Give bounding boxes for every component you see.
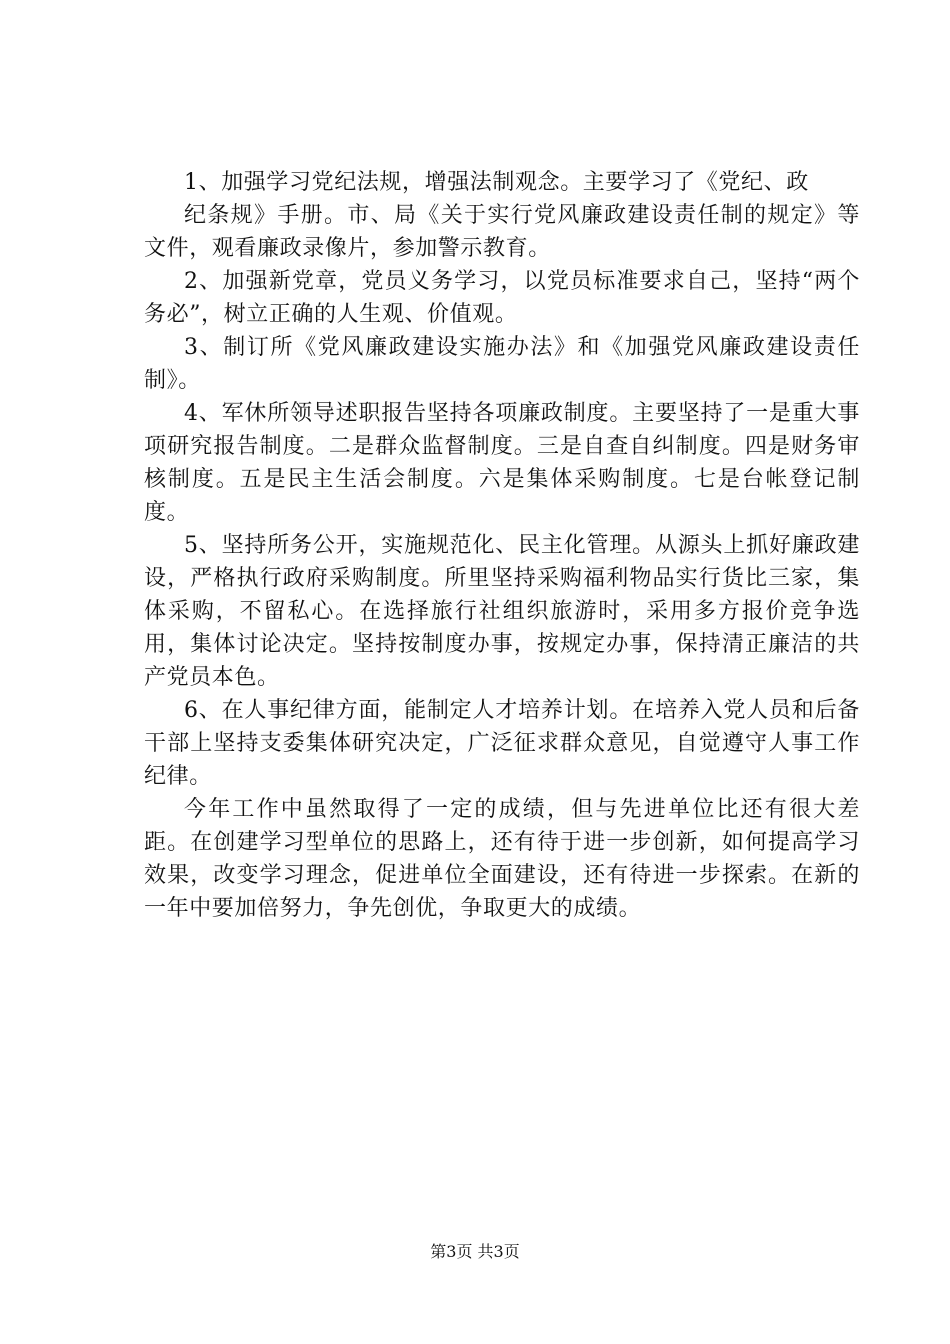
- paragraph-5: 5、坚持所务公开，实施规范化、民主化管理。从源头上抓好廉政建设，严格执行政府采购制度。所里坚持采购福利物品实行货比三家，集体采购，不留私心。在选择旅行社组织旅游时，采用多方报价竞争选用，集体讨论决定。坚持按制度办事，按规定办事，保持清正廉洁的共产党员本色。: [144, 533, 860, 690]
- page-number: 第3页 共3页: [430, 1242, 520, 1261]
- paragraph-6: 6、在人事纪律方面，能制定人才培养计划。在培养入党人员和后备干部上坚持支委集体研究决定，广泛征求群众意见，自觉遵守人事工作纪律。: [144, 698, 860, 789]
- paragraph-4: 4、军休所领导述职报告坚持各项廉政制度。主要坚持了一是重大事项研究报告制度。二是群众监督制度。三是自查自纠制度。四是财务审核制度。五是民主生活会制度。六是集体采购制度。七是台帐登记制度。: [144, 401, 860, 525]
- paragraph-1: [144, 166, 860, 199]
- paragraph-1-second-line: 纪条规》手册。市、局《关于实行党风廉政建设责任制的规定》等文件，观看廉政录像片，参加警示教育。: [144, 203, 860, 261]
- paragraph-2: 2、加强新党章，党员义务学习，以党员标准要求自己，坚持“两个务必”，树立正确的人生观、价值观。: [144, 269, 860, 327]
- paragraph-7: 今年工作中虽然取得了一定的成绩，但与先进单位比还有很大差距。在创建学习型单位的思路上，还有待于进一步创新，如何提高学习效果，改变学习理念，促进单位全面建设，还有待进一步探索。在新的一年中要加倍努力，争先创优，争取更大的成绩。: [144, 797, 860, 921]
- document-body: [144, 166, 860, 925]
- paragraph-3: 3、制订所《党风廉政建设实施办法》和《加强党风廉政建设责任制》。: [144, 335, 860, 393]
- page-footer: [0, 1242, 950, 1262]
- paragraph-1-continued: [144, 199, 860, 265]
- paragraph-1-first-line: 1、加强学习党纪法规，增强法制观念。主要学习了《党纪、政: [184, 170, 809, 195]
